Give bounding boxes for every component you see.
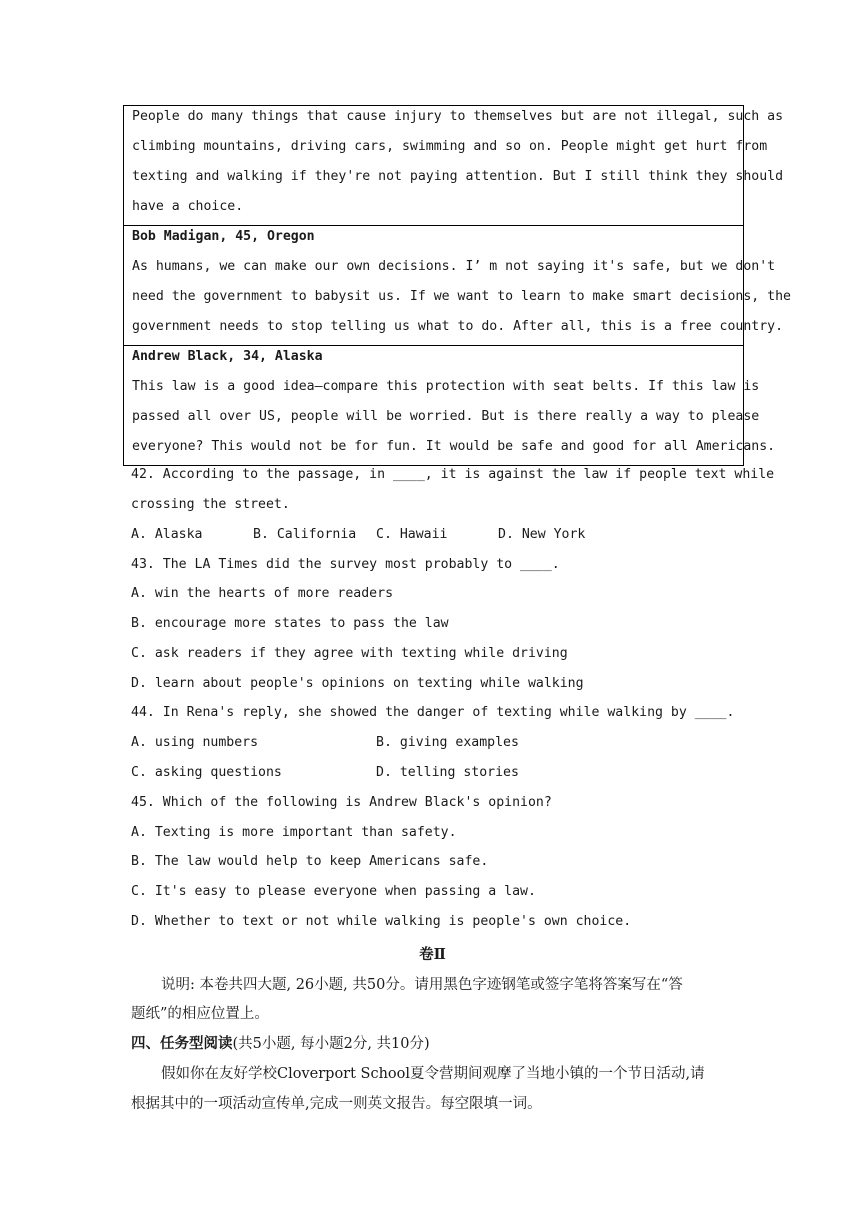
part4-header (131, 1032, 430, 1053)
opinion-line: People do many things that cause injury to themselves but are not illegal, such as (132, 109, 784, 124)
opinion-line: passed all over US, people will be worried. But is there really a way to please (132, 409, 760, 424)
question-43-option-a: A. win the hearts of more readers (131, 586, 394, 601)
part4-heading: 四、任务型阅读 (131, 1035, 233, 1052)
question-45-option-b: B. The law would help to keep Americans safe. (131, 854, 489, 869)
opinion-line: As humans, we can make our own decisions. I’ m not saying it's safe, but we don't (132, 259, 776, 274)
opinion-line: climbing mountains, driving cars, swimming and so on. People might get hurt from (132, 139, 768, 154)
question-45-option-a: A. Texting is more important than safety. (131, 825, 457, 840)
opinion-author: Andrew Black, 34, Alaska (132, 349, 323, 364)
opinion-box-2 (123, 225, 791, 346)
opinion-author: Bob Madigan, 45, Oregon (132, 229, 315, 244)
question-42-option-b: B. California (253, 527, 357, 542)
opinion-line: everyone? This would not be for fun. It would be safe and good for all Americans. (132, 439, 776, 454)
question-42-option-d: D. New York (498, 527, 586, 542)
section-title: 卷Ⅱ (419, 946, 446, 963)
opinion-line: need the government to babysit us. If we want to learn to make smart decisions, the (132, 289, 791, 304)
question-42-option-a: A. Alaska (131, 527, 203, 542)
section-note-cont: 题纸”的相应位置上。 (131, 1006, 269, 1022)
question-45-stem: 45. Which of the following is Andrew Black's opinion? (131, 795, 552, 810)
opinion-line: government needs to stop telling us what to do. After all, this is a free country. (132, 319, 784, 334)
question-43-stem: 43. The LA Times did the survey most probably to ____. (131, 557, 560, 572)
task-intro-cont: 根据其中的一项活动宣传单,完成一则英文报告。每空限填一词。 (131, 1096, 542, 1112)
question-45-option-d: D. Whether to text or not while walking is people's own choice. (131, 914, 632, 929)
question-44-option-a: A. using numbers (131, 735, 259, 750)
question-43-option-b: B. encourage more states to pass the law (131, 616, 449, 631)
question-43-option-c: C. ask readers if they agree with texting while driving (131, 646, 568, 661)
section-note: 说明: 本卷共四大题, 26小题, 共50分。请用黑色字迹钢笔或签字笔将答案写在“答 (161, 977, 683, 993)
question-42-stem: 42. According to the passage, in ____, it is against the law if people text while (131, 467, 775, 482)
question-44-option-d: D. telling stories (376, 765, 519, 780)
question-43-option-d: D. learn about people's opinions on texting while walking (131, 676, 584, 691)
part4-detail: (共5小题, 每小题2分, 共10分) (232, 1036, 430, 1052)
opinion-box-1 (123, 105, 784, 226)
question-44-stem: 44. In Rena's reply, she showed the danger of texting while walking by ____. (131, 705, 735, 720)
question-44-option-b: B. giving examples (376, 735, 519, 750)
question-42-stem-cont: crossing the street. (131, 497, 290, 512)
opinion-line: texting and walking if they're not paying attention. But I still think they should (132, 169, 784, 184)
question-45-option-c: C. It's easy to please everyone when passing a law. (131, 884, 536, 899)
opinion-box-3 (123, 345, 776, 466)
question-42-option-c: C. Hawaii (376, 527, 448, 542)
opinion-line: This law is a good idea—compare this protection with seat belts. If this law is (132, 379, 760, 394)
opinion-line: have a choice. (132, 199, 244, 214)
task-intro: 假如你在友好学校Cloverport School夏令营期间观摩了当地小镇的一个节日活动,请 (161, 1066, 705, 1082)
question-44-option-c: C. asking questions (131, 765, 282, 780)
